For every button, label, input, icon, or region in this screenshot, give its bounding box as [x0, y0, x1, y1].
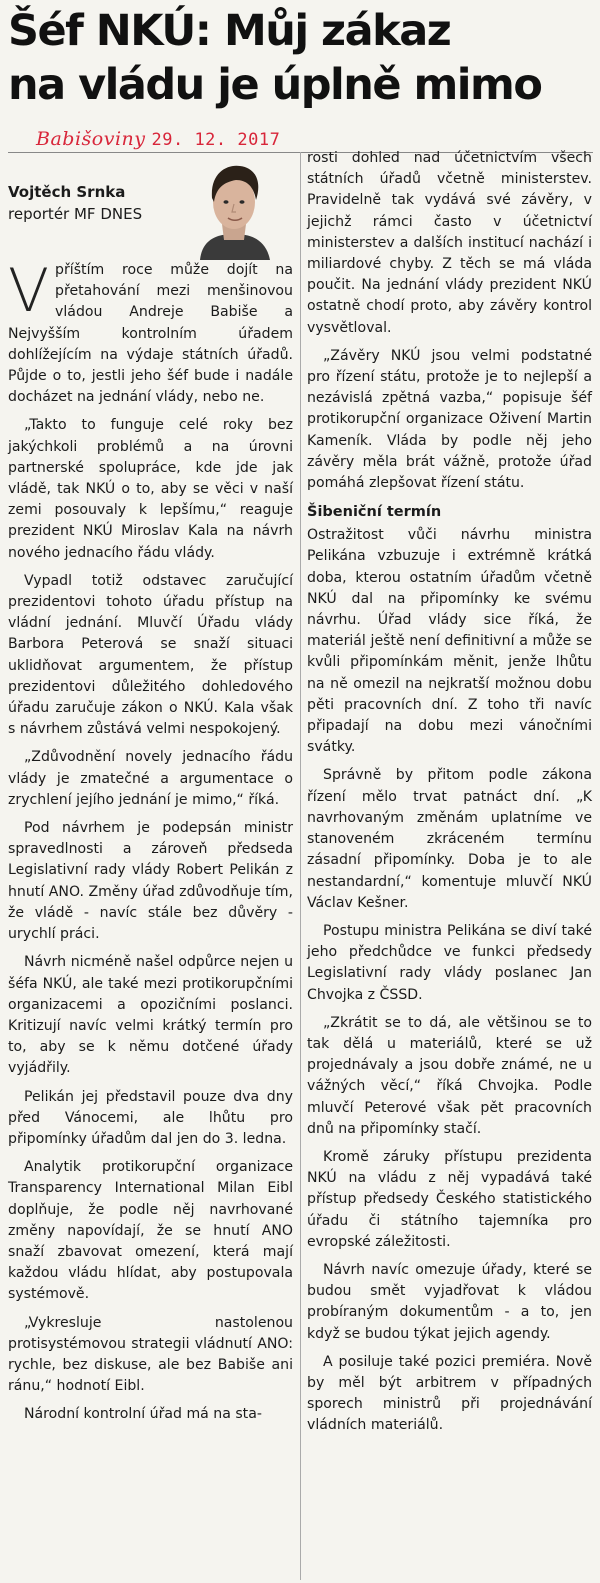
author-portrait-image	[192, 158, 276, 260]
subheading: Šibeniční termín	[307, 504, 442, 521]
article-column-left	[8, 256, 293, 1433]
babisoviny-stamp	[36, 128, 280, 150]
headline-line-2: na vládu je úplně mimo	[8, 60, 542, 110]
paragraph-text: příštím roce může dojít na přetahování mezi menšinovou vládou Andreje Babiše a Nejvyšším kontrolním úřadem dohlížejícím na výdaje státních úřadů. Půjde o to, jestli jeho šéf bude i nadále docházet na jednání vlády, nebo ne.	[8, 262, 293, 406]
paragraph-lead	[8, 256, 293, 408]
author-role: reportér MF DNES	[8, 205, 143, 223]
paragraph: „Vykresluje nastolenou protisystémovou strategii vládnutí ANO: rychle, bez diskuse, ale bez Babiše ani ránu,“ hodnotí Eibl.	[8, 1314, 293, 1395]
dropcap: V	[8, 256, 50, 326]
paragraph: „Zkrátit se to dá, ale většinou se to tak dělá u materiálů, které se už projednávaly a jsou dobře známé, ne u vážných věcí,“ říká Chvojka. Podle mluvčí Peterové však pět pracovních dnů na připomínky stačí.	[307, 1014, 592, 1137]
paragraph: Postupu ministra Pelikána se diví také jeho předchůdce ve funkci předsedy Legislativní rady vlády poslanec Jan Chvojka z ČSSD.	[307, 922, 592, 1003]
paragraph: Vypadl totiž odstavec zaručující prezidentovi tohoto úřadu přístup na vládní jednání. Mluvčí Úřadu vlády Barbora Peterová se snaží situaci uklidňovat argumentem, že přístup prezidentovi důležitého dohledového úřadu zaručuje zákon o NKÚ. Kala však s návrhem zůstává velmi nespokojený.	[8, 572, 293, 738]
byline	[8, 181, 193, 225]
stamp-date: 29. 12. 2017	[151, 130, 281, 150]
paragraph: Ostražitost vůči návrhu ministra Pelikána vzbuzuje i extrémně krátká doba, kterou ostatním úřadům včetně NKÚ dal na připomínky ke svému návrhu. Úřad vlády sice říká, že materiál ještě není definitivní a může se kvůli připomínkám měnit, jenže lhůtu na ně omezil na nejkratší možnou dobu pěti pracovních dní. Z toho tři navíc připadají na dobu mezi vánočními svátky.	[307, 527, 592, 756]
paragraph: Návrh navíc omezuje úřady, které se budou smět vyjadřovat k vládou probíraným dokumentům - a to, jen když se budou týkat jejich agendy.	[307, 1261, 592, 1342]
paragraph: „Takto to funguje celé roky bez jakýchkoli problémů a na úrovni partnerské spolupráce, kde jde jak vládě, tak NKÚ o to, aby se věci v naší zemi posouvaly k lepšímu,“ reaguje prezident NKÚ Miroslav Kala na návrh nového jednacího řádu vlády.	[8, 417, 293, 561]
paragraph: Návrh nicméně našel odpůrce nejen u šéfa NKÚ, ale také mezi protikorupčními organizacemi a opozičními poslanci. Kritizují navíc velmi krátký termín pro to, aby se k němu dotčené úřady vyjádřily.	[8, 954, 293, 1077]
headline-line-1: Šéf NKÚ: Můj zákaz	[8, 6, 451, 56]
paragraph: Pelikán jej představil pouze dva dny před Vánocemi, ale lhůtu pro připomínky úřadům dal jen do 3. ledna.	[8, 1088, 293, 1147]
stamp-label: Babišoviny	[36, 128, 146, 150]
headline	[8, 4, 596, 112]
column-divider	[300, 152, 301, 1580]
article-column-right	[307, 148, 592, 1444]
paragraph: „Zdůvodnění novely jednacího řádu vlády je zmatečné a argumentace o zrychlení jejího jednání je mimo,“ říká.	[8, 749, 293, 808]
paragraph: Pod návrhem je podepsán ministr spravedlnosti a zároveň předseda Legislativní rady vlády Robert Pelikán z hnutí ANO. Změny úřad zdůvodňuje tím, že vládě - navíc stále bez důvěry - urychlí práci.	[8, 820, 293, 943]
paragraph: rosti dohled nad účetnictvím všech státních úřadů včetně ministerstev. Pravidelně tak vydává své závěry, v jejichž rámci často v účetnictví ministerstev a dalších institucí nachází i miliardové chyby. Z těch se má vláda poučit. Na jednání vlády prezident NKÚ ostatně chodí proto, aby závěry kontrol vysvětloval.	[307, 150, 592, 336]
paragraph: Analytik protikorupční organizace Transparency International Milan Eibl doplňuje, že podle něj navrhované změny napovídají, že se hnutí ANO snaží zbavovat omezení, která mají každou vládu hlídat, aby postupovala systémově.	[8, 1159, 293, 1303]
paragraph: Kromě záruky přístupu prezidenta NKÚ na vládu z něj vypadává také přístup předsedy Českého statistického úřadu či státního tajemníka pro evropské záležitosti.	[307, 1148, 592, 1250]
paragraph: A posiluje také pozici premiéra. Nově by měl být arbitrem v případných sporech ministrů při projednávání vládních materiálů.	[307, 1353, 592, 1434]
paragraph: „Závěry NKÚ jsou velmi podstatné pro řízení státu, protože je to nejlepší a nezávislá zpětná vazba,“ popisuje šéf protikorupční organizace Oživení Martin Kameník. Vláda by podle něj jeho závěry měla brát vážně, protože úřad pomáhá zlepšovat řízení státu.	[307, 347, 592, 492]
paragraph: Národní kontrolní úřad má na sta-	[24, 1406, 262, 1423]
author-name: Vojtěch Srnka	[8, 183, 126, 201]
paragraph: Správně by přitom podle zákona řízení mělo trvat patnáct dní. „K navrhovaným změnám uplatníme ve stanoveném zkráceném termínu zásadní připomínky. Doba je to ale nestandardní,“ komentuje mluvčí NKÚ Václav Kešner.	[307, 767, 592, 911]
